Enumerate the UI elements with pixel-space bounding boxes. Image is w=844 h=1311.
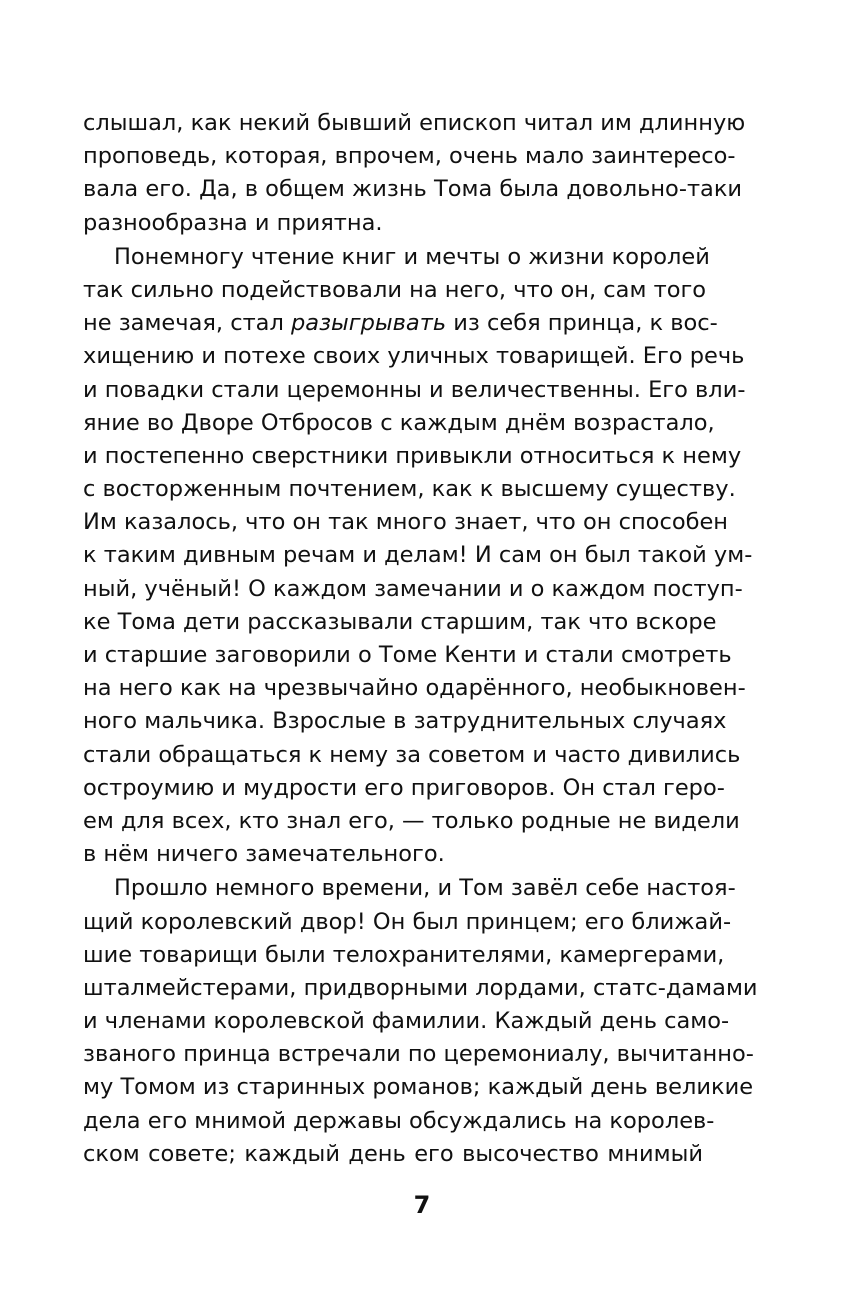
text-line: щий королевский двор! Он был принцем; его ближай- [83,908,732,935]
text-line: ем для всех, кто знал его, — только родные не видели [83,807,740,834]
text-line: с восторженным почтением, как к высшему существу. [83,476,736,503]
text-line: хищению и потехе своих уличных товарищей. Его речь [83,343,745,370]
text-fragment: не замечая, стал [83,310,284,337]
text-line: ке Тома дети рассказывали старшим, так что вскоре [83,608,717,635]
text-line: разнообразна и приятна. [83,209,383,236]
text-line: шталмейстерами, придворными лордами, статс-дамами [83,974,758,1001]
text-line: званого принца встречали по церемониалу, вычитанно- [83,1041,754,1068]
text-line: так сильно подействовали на него, что он, сам того [83,276,707,303]
text-line: к таким дивным речам и делам! И сам он был такой ум- [83,542,753,569]
paragraph-first-line: Понемногу чтение книг и мечты о жизни королей [114,243,710,270]
text-line-with-italic [83,307,718,340]
text-line: шие товарищи были телохранителями, камергерами, [83,941,725,968]
text-line: слышал, как некий бывший епископ читал им длинную [83,110,746,136]
page-number: 7 [413,1191,431,1219]
text-line: Им казалось, что он так много знает, что он способен [83,509,729,536]
body-text [83,107,758,1171]
text-line: стали обращаться к нему за советом и часто дивились [83,741,741,768]
text-line: вала его. Да, в общем жизнь Тома была довольно-таки [83,176,743,203]
text-fragment: из себя принца, к вос- [453,310,718,337]
text-line: и постепенно сверстники привыкли относиться к нему [83,442,742,469]
text-line: ском совете; каждый день его высочество мнимый [83,1140,703,1167]
text-line: и членами королевской фамилии. Каждый день само- [83,1008,730,1035]
text-line: и старшие заговорили о Томе Кенти и стали смотреть [83,642,732,668]
italic-word: разыгрывать [291,310,447,337]
text-line: му Томом из старинных романов; каждый день великие [83,1074,754,1101]
text-line: дела его мнимой державы обсуждались на королев- [83,1107,715,1134]
text-line: в нём ничего замечательного. [83,841,445,868]
text-line: и повадки стали церемонны и величественны. Его вли- [83,376,746,403]
text-line: проповедь, которая, впрочем, очень мало заинтересо- [83,143,736,170]
text-line: ного мальчика. Взрослые в затруднительных случаях [83,708,727,735]
text-line: на него как на чрезвычайно одарённого, необыкновен- [83,675,746,702]
paragraph-first-line: Прошло немного времени, и Том завёл себе настоя- [114,875,736,902]
text-line: яние во Дворе Отбросов с каждым днём возрастало, [83,409,715,436]
text-line: ный, учёный! О каждом замечании и о каждом поступ- [83,575,743,602]
text-line: остроумию и мудрости его приговоров. Он стал геро- [83,774,725,801]
